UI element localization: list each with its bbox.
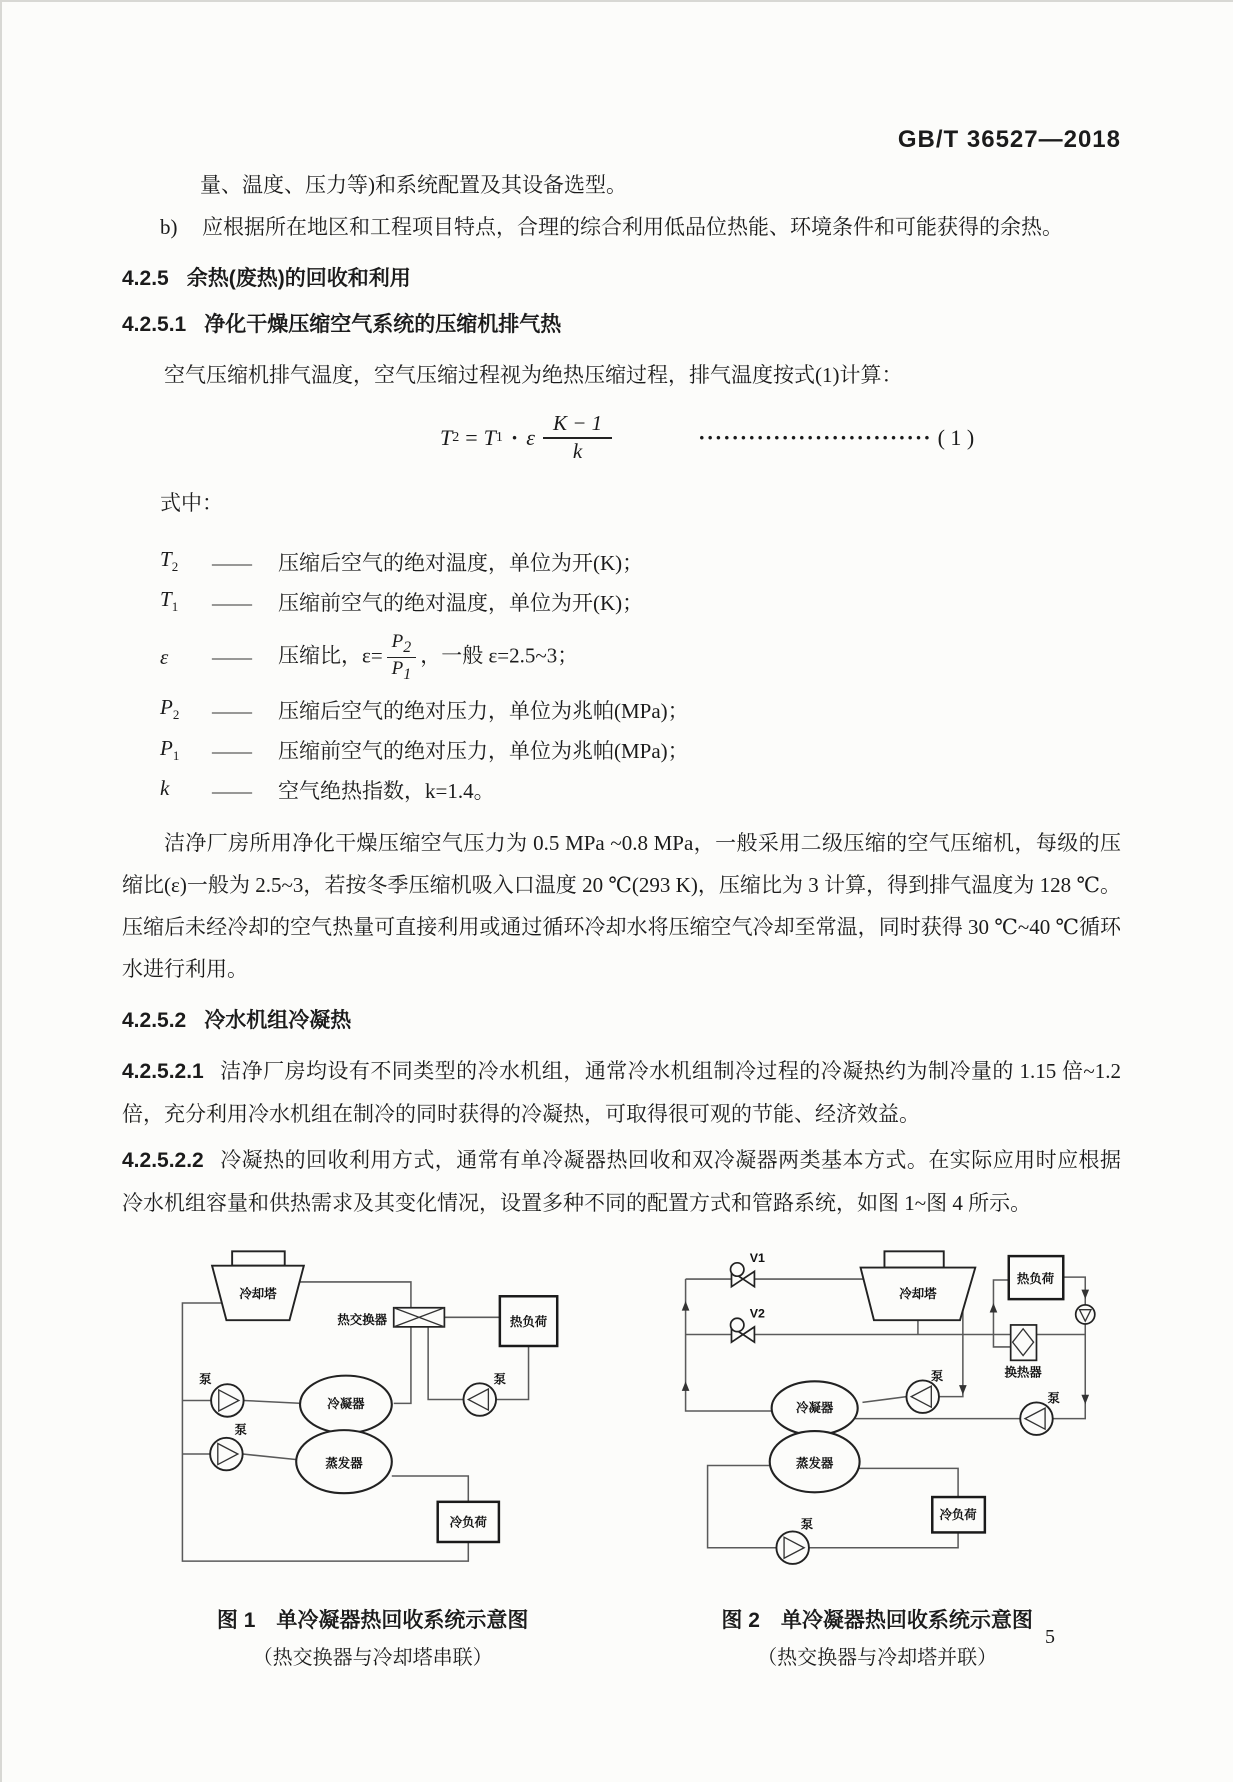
formula-dot: · [510, 424, 519, 450]
paragraph-4251: 洁净厂房所用净化干燥压缩空气压力为 0.5 MPa ~0.8 MPa，一般采用二级压缩的空气压缩机，每级的压缩比(ε)一般为 2.5~3，若按冬季压缩机吸入口温度 20 ℃(293 K)，压缩比为 3 计算，得到排气温度为 128 ℃。压缩后未经冷却的空气热量可直接利用或通过循环冷却水将压缩空气冷却至常温，同时获得 30 ℃~40 ℃循环水进行利用。 [122, 830, 1121, 981]
clause-text: 冷凝热的回收利用方式，通常有单冷凝器热回收和双冷凝器两类基本方式。在实际应用时应根据冷水机组容量和供热需求及其变化情况，设置多种不同的配置方式和管路系统，如图 1~图 4 所示。 [122, 1147, 1121, 1215]
flow-arrow [1082, 1395, 1090, 1405]
exponent-denominator: k [572, 439, 583, 464]
flow-arrow [959, 1385, 967, 1395]
formula-T1: T [483, 424, 496, 450]
pipe [299, 1282, 411, 1308]
condenser-label: 冷凝器 [327, 1397, 365, 1412]
pump-label: 泵 [234, 1422, 247, 1437]
figure-2-title: 图 2 单冷凝器热回收系统示意图 [721, 1608, 1033, 1632]
valve-v1-actuator [731, 1263, 744, 1276]
section-title: 净化干燥压缩空气系统的压缩机排气热 [204, 313, 562, 336]
paragraph-42522 [122, 1139, 1121, 1224]
section-heading-4252 [122, 1006, 1121, 1036]
section-number: 4.2.5 [122, 267, 169, 290]
formula-exponent-fraction [543, 412, 612, 463]
pipe [392, 1476, 468, 1502]
section-number: 4.2.5.1 [122, 313, 187, 336]
figure-1-title: 图 1 单冷凝器热回收系统示意图 [216, 1608, 529, 1632]
flow-arrow [682, 1381, 690, 1391]
figure-2-diagram [633, 1236, 1121, 1586]
section-heading-425 [122, 264, 1121, 294]
formula-T2: T [440, 424, 453, 450]
pipe [243, 1454, 298, 1460]
standard-code: GB/T 36527—2018 [897, 126, 1121, 153]
page-number: 5 [1045, 1626, 1055, 1648]
heat-load-label: 热负荷 [1017, 1271, 1055, 1286]
formula-equals: = [465, 424, 478, 450]
formula-T2-sub: 2 [452, 429, 460, 445]
pipe [244, 1400, 302, 1403]
figure-captions [148, 1604, 1121, 1678]
continuation-line: 量、温度、压力等)和系统配置及其设备选型。 [200, 173, 627, 197]
heat-load-label: 热负荷 [509, 1314, 548, 1329]
equation-1 [122, 412, 1121, 463]
definition-row: ε —— 压缩比，ε= $\frac{P_2}{P_1}$ ，一般 ε=2.5~3； [160, 630, 579, 683]
formula-intro: 空气压缩机排气温度，空气压缩过程视为绝热压缩过程，排气温度按式(1)计算： [164, 363, 903, 387]
pipe [686, 1279, 772, 1411]
paragraph-42521 [122, 1050, 1121, 1135]
section-heading-4251 [122, 310, 1121, 340]
pipe [428, 1327, 463, 1400]
equation-number: ( 1 ) [937, 424, 975, 450]
pump-label: 泵 [493, 1372, 507, 1387]
definition-row: $P_2$ —— 压缩后空气的绝对压力，单位为兆帕(MPa)； [160, 695, 689, 723]
cooling-tower-label: 冷却塔 [899, 1287, 937, 1302]
valve-v2 [743, 1327, 754, 1342]
clause-number: 4.2.5.2.2 [122, 1148, 204, 1172]
heat-exchanger-label: 换热器 [1004, 1365, 1043, 1380]
figure-1-subtitle: （热交换器与冷却塔串联） [252, 1646, 493, 1669]
valve-v2-label: V2 [750, 1306, 766, 1321]
pipe [859, 1468, 958, 1497]
formula-epsilon: ε [526, 424, 535, 450]
cooling-tower-fan [885, 1251, 944, 1267]
cooling-tower-fan [232, 1251, 285, 1265]
ratio-fraction: $\frac{P_2}{P_1}$ [387, 632, 417, 684]
exponent-numerator: K − 1 [543, 412, 612, 439]
section-number: 4.2.5.2 [122, 1008, 187, 1032]
figure-1-caption [148, 1604, 597, 1678]
cooling-load-label: 冷负荷 [449, 1515, 487, 1530]
heat-exchanger-label: 热交换器 [337, 1312, 388, 1327]
definition-row: $T_2$ —— 压缩后空气的绝对温度，单位为开(K)； [160, 547, 644, 575]
page-content [122, 164, 1121, 1678]
list-item-b [160, 206, 1121, 248]
equation-leader-dots: ···························· [698, 424, 932, 450]
formula-T1-sub: 1 [495, 429, 503, 445]
valve-v2-actuator [731, 1318, 744, 1331]
pipe [394, 1327, 411, 1403]
definition-row: $P_1$ —— 压缩前空气的绝对压力，单位为兆帕(MPa)； [160, 735, 689, 764]
condenser-label: 冷凝器 [796, 1400, 834, 1415]
valve-v1-label: V1 [750, 1250, 766, 1265]
where-label: 式中： [160, 491, 223, 516]
clause-text: 洁净厂房均设有不同类型的冷水机组，通常冷水机组制冷过程的冷凝热约为制冷量的 1.15 倍~1.2 倍，充分利用冷水机组在制冷的同时获得的冷凝热，可取得很可观的节能、经济效益。 [122, 1058, 1121, 1126]
cooling-load-label: 冷负荷 [939, 1507, 978, 1522]
definition-row: k —— 空气绝热指数，k=1.4。 [160, 775, 495, 804]
clause-number: 4.2.5.2.1 [122, 1059, 204, 1083]
figure-2-subtitle: （热交换器与冷却塔并联） [757, 1646, 998, 1669]
list-item-b-text: 应根据所在地区和工程项目特点，合理的综合利用低品位热能、环境条件和可能获得的余热。 [202, 215, 1063, 239]
pipe [809, 1532, 958, 1547]
pump-label: 泵 [199, 1372, 212, 1387]
list-item-b-label: b) [160, 215, 178, 239]
pipe [863, 1397, 907, 1403]
section-title: 冷水机组冷凝热 [204, 1008, 352, 1032]
evaporator-label: 蒸发器 [796, 1456, 834, 1471]
evaporator-label: 蒸发器 [325, 1456, 363, 1471]
definition-row: $T_1$ —— 压缩前空气的绝对温度，单位为开(K)； [160, 587, 644, 615]
section-title: 余热(废热)的回收和利用 [186, 267, 411, 290]
figure-1-diagram [148, 1236, 597, 1586]
pipe [708, 1465, 777, 1547]
figures-row [148, 1236, 1121, 1586]
pump-label: 泵 [931, 1369, 944, 1384]
pump-label: 泵 [1047, 1391, 1061, 1406]
cooling-tower-label: 冷却塔 [239, 1287, 277, 1302]
pump-label: 泵 [801, 1517, 814, 1532]
flow-arrow [682, 1301, 690, 1311]
flow-arrow [1082, 1290, 1090, 1300]
valve-v1 [743, 1271, 754, 1286]
flow-arrow [990, 1303, 998, 1313]
